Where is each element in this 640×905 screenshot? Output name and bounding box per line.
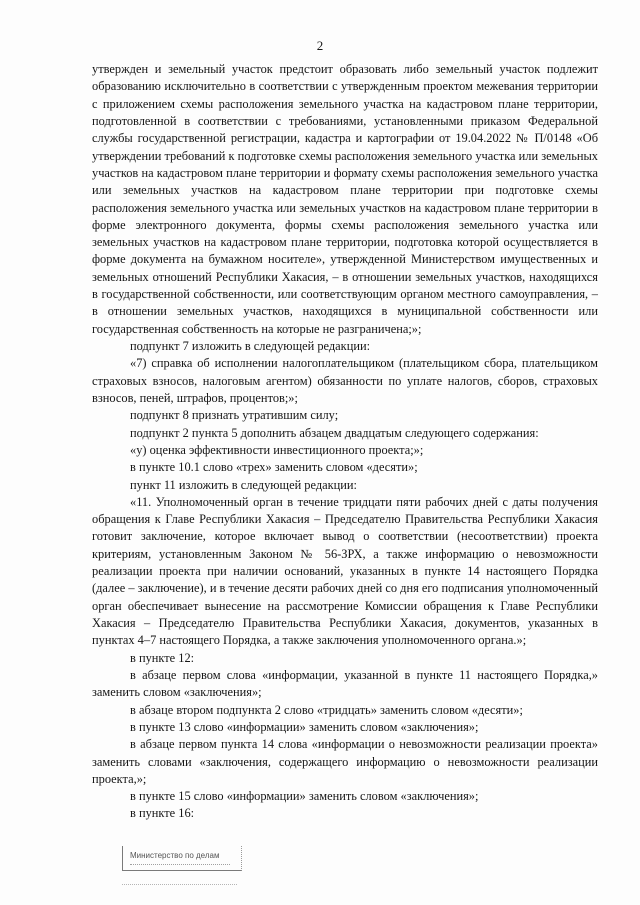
paragraph-subitem-8: подпункт 8 признать утратившим силу; [130,408,339,423]
paragraph-item-10-1: в пункте 10.1 слово «трех» заменить словом «десяти»; [130,460,418,475]
paragraph-subitem-7-heading: подпункт 7 изложить в следующей редакции: [130,339,371,353]
paragraph-item-11-heading: пункт 11 изложить в следующей редакции: [130,477,357,492]
paragraph-subitem-7-text: «7) справка об исполнении налогоплательщиком (плательщиком сбора, плательщиком страховых взносов, налоговым агентом) обязанности по уплате налогов, сборов, страховых взносов, пеней, штрафов, процентов;»; [92,356,598,405]
stamp-illegible-line [130,864,230,865]
stamp-dotted-line [122,884,237,885]
paragraph-item-11-text: «11. Уполномоченный орган в течение тридцати пяти рабочих дней с даты получения обращения к Главе Республики Хакасия – Председателю Правительства Республики Хакасия готовит заключение, которое включает вывод о соответствии (несоответствии) проекта критериям, установленным Законом № 56-ЗРХ, а также информацию о невозможности реализации проекта при наличии оснований, указанных в пункте 14 настоящего Порядка (далее – заключение), и в течение десяти рабочих дней со дня его подписания уполномоченный орган обеспечивает вынесение на рассмотрение Комиссии обращения к Главе Республики Хакасия – Председателю Правительства Республики Хакасия, документов, указанных в пунктах 4–7 настоящего Порядка, а также заключения уполномоченного органа.»; [92,494,598,648]
paragraph-continuation: утвержден и земельный участок предстоит образовать либо земельный участок подлежит образованию исключительно в соответствии с утвержденным проектом межевания территории с приложением схемы расположения земельного участка на кадастровом плане территории, подготовленной в соответствии с требованиями, установленными приказом Федеральной службы государственной регистрации, кадастра и картографии от 19.04.2022 № П/0148 «Об утверждении требований к подготовке схемы расположения земельного участка или земельных участков на кадастровом плане территории и формату схемы расположения земельного участка или земельных участков на кадастровом плане территории при подготовке схемы расположения земельного участка или земельных участков на кадастровом плане территории в форме электронного документа, формы схемы расположения земельного участка или земельных участков на кадастровом плане территории, подготовка которой осуществляется в форме документа на бумажном носителе», утвержденной Министерством имущественных и земельных отношений Республики Хакасия, – в отношении земельных участков, находящихся в государственной собственности, или соответствующим органом местного самоуправления, – в отношении земельных участков, находящихся в муниципальной собственности или государственная собственность на которые не разграничена;»; [92,62,598,336]
paragraph-item-13: в пункте 13 слово «информации» заменить словом «заключения»; [130,719,479,734]
paragraph-item-14: в абзаце первом пункта 14 слова «информации о невозможности реализации проекта» заменить словами «заключения, содержащего информацию о невозможности реализации проекта,»; [92,737,598,786]
paragraph-item-15: в пункте 15 слово «информации» заменить словом «заключения»; [130,789,479,804]
page-number: 2 [316,38,324,53]
document-body [92,61,598,823]
paragraph-item-12-heading: в пункте 12: [130,650,195,665]
paragraph-item-12-second: в абзаце втором подпункта 2 слово «тридцать» заменить словом «десяти»; [130,702,523,717]
stamp-label: Министерство по делам [130,851,220,860]
paragraph-item-16: в пункте 16: [130,806,195,821]
paragraph-item-5-addition: подпункт 2 пункта 5 дополнить абзацем двадцатым следующего содержания: [130,425,539,440]
paragraph-item-12-first: в абзаце первом слова «информации, указанной в пункте 11 настоящего Порядка,» заменить словом «заключения»; [92,667,598,700]
paragraph-item-5-text: «у) оценка эффективности инвестиционного проекта;»; [130,442,424,457]
